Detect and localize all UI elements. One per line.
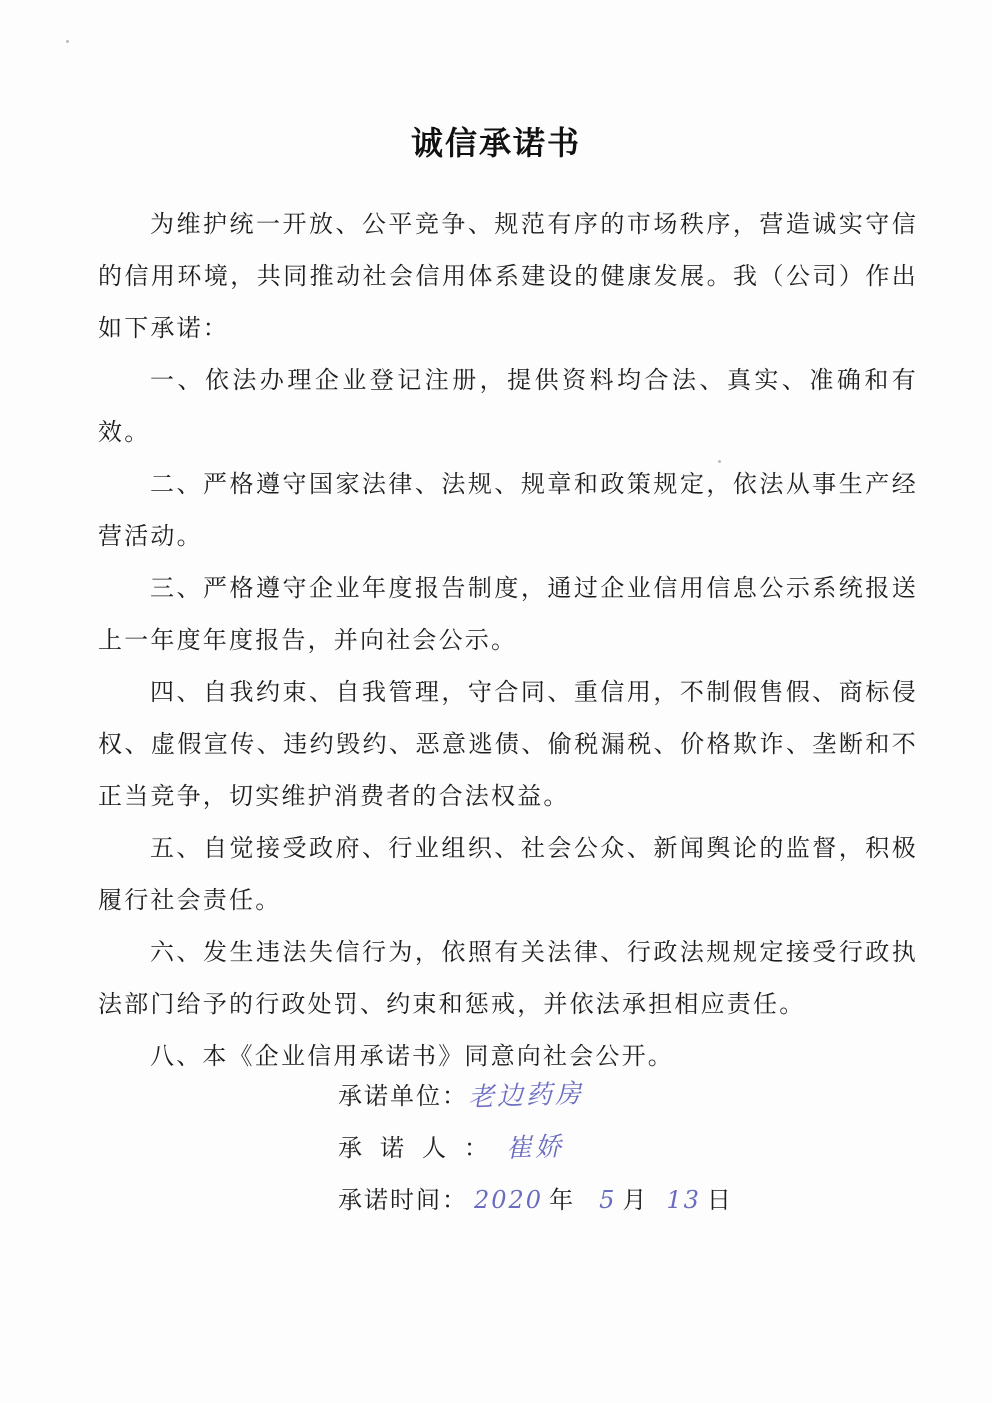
month-unit: 月 [622, 1186, 649, 1214]
commitment-3: 三、严格遵守企业年度报告制度，通过企业信用信息公示系统报送上一年度年度报告，并向社会公示。 [98, 574, 918, 654]
commitment-2: 二、严格遵守国家法律、法规、规章和政策规定，依法从事生产经营活动。 [98, 470, 918, 550]
commitment-1: 一、依法办理企业登记注册，提供资料均合法、真实、准确和有效。 [98, 366, 918, 446]
document-body [98, 198, 918, 1082]
person-label: 承诺人： [338, 1134, 506, 1162]
commitment-4: 四、自我约束、自我管理，守合同、重信用，不制假售假、商标侵权、虚假宣传、违约毁约、恶意逃债、偷税漏税、价格欺诈、垄断和不正当竞争，切实维护消费者的合法权益。 [98, 678, 918, 810]
date-day: 13 [666, 1186, 701, 1214]
date-year: 2020 [474, 1186, 544, 1214]
date-month: 5 [599, 1186, 617, 1214]
intro-paragraph: 为维护统一开放、公平竞争、规范有序的市场秩序，营造诚实守信的信用环境，共同推动社会信用体系建设的健康发展。我（公司）作出如下承诺： [98, 210, 918, 342]
signature-block [338, 1070, 858, 1226]
commitment-8: 八、本《企业信用承诺书》同意向社会公开。 [150, 1042, 674, 1070]
signature-unit-row [338, 1070, 858, 1122]
year-unit: 年 [549, 1186, 576, 1214]
signature-person-row [338, 1122, 858, 1174]
date-label: 承诺时间： [338, 1186, 468, 1214]
signature-date-row [338, 1174, 858, 1226]
unit-label: 承诺单位： [338, 1082, 468, 1110]
document-title: 诚信承诺书 [410, 124, 581, 162]
scan-speck [66, 40, 69, 43]
commitment-5: 五、自觉接受政府、行业组织、社会公众、新闻舆论的监督，积极履行社会责任。 [98, 834, 918, 914]
day-unit: 日 [706, 1186, 733, 1214]
person-handwritten-signature: 崔娇 [505, 1131, 565, 1165]
commitment-6: 六、发生违法失信行为，依照有关法律、行政法规规定接受行政执法部门给予的行政处罚、约束和惩戒，并依法承担相应责任。 [98, 938, 918, 1018]
unit-handwritten-value: 老边药房 [467, 1078, 585, 1114]
